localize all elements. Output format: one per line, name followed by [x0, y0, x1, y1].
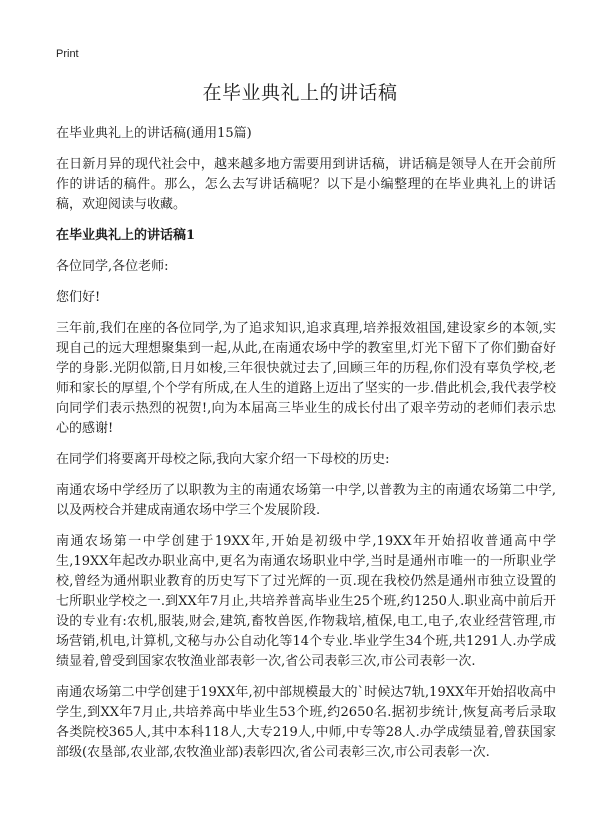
article-intro: 在日新月异的现代社会中，越来越多地方需要用到讲话稿，讲话稿是领导人在开会前所作的讲话的稿件。那么，怎么去写讲话稿呢？以下是小编整理的在毕业典礼上的讲话稿，欢迎阅读与收藏。 [56, 157, 556, 212]
section-heading: 在毕业典礼上的讲话稿1 [56, 228, 196, 243]
salutation-paragraph: 您们好! [56, 290, 101, 305]
body-paragraph: 南通农场中学经历了以职教为主的南通农场第一中学,以普教为主的南通农场第二中学,以及两校合并建成南通农场中学三个发展阶段. [56, 483, 556, 518]
body-paragraph: 南通农场第二中学创建于19XX年,初中部规模最大的`时候达7轨,19XX年开始招收高中学生,到XX年7月止,共培养高中毕业生53个班,约2650名.据初步统计,恢复高考后录取各类院校365人,其中本科118人,大专219人,中师,中专等28人.办学成绩显着,曾获国家部级(农垦部,农业部,农牧渔业部)表彰四次,省公司表彰三次,市公司表彰一次. [56, 685, 556, 760]
body-paragraph: 三年前,我们在座的各位同学,为了追求知识,追求真理,培养报效祖国,建设家乡的本领,实现自己的远大理想聚集到一起,从此,在南通农场中学的教室里,灯光下留下了你们勤奋好学的身影.光阴似箭,日月如梭,三年很快就过去了,回顾三年的历程,你们没有辜负学校,老师和家长的厚望,个个学有所成,在人生的道路上迈出了坚实的一步.借此机会,我代表学校向同学们表示热烈的祝贺!,向为本届高三毕业生的成长付出了艰辛劳动的老师们表示忠心的感谢! [56, 321, 556, 436]
body-paragraph: 在同学们将要离开母校之际,我向大家介绍一下母校的历史: [56, 452, 390, 467]
article-body [56, 124, 556, 774]
greeting-paragraph: 各位同学,各位老师: [56, 259, 169, 274]
body-paragraph: 南通农场第一中学创建于19XX年,开始是初级中学,19XX年开始招收普通高中学生,19XX年起改办职业高中,更名为南通农场职业中学,当时是通州市唯一的一所职业学校,曾经为通州职业教育的历史写下了过光辉的一页.现在我校仍然是通州市独立设置的七所职业学校之一.到XX年7月止,共培养普高毕业生25个班,约1250人.职业高中前后开设的专业有:农机,服装,财会,建筑,畜牧兽医,作物栽培,植保,电工,电子,农业经营管理,市场营销,机电,计算机,文秘与办公自动化等14个专业.毕业学生34个班,共1291人.办学成绩显着,曾受到国家农牧渔业部表彰一次,省公司表彰三次,市公司表彰一次. [56, 534, 556, 669]
page-title: 在毕业典礼上的讲话稿 [202, 82, 398, 104]
print-link[interactable]: Print [56, 48, 79, 60]
article-subtitle: 在毕业典礼上的讲话稿(通用15篇) [56, 126, 252, 141]
